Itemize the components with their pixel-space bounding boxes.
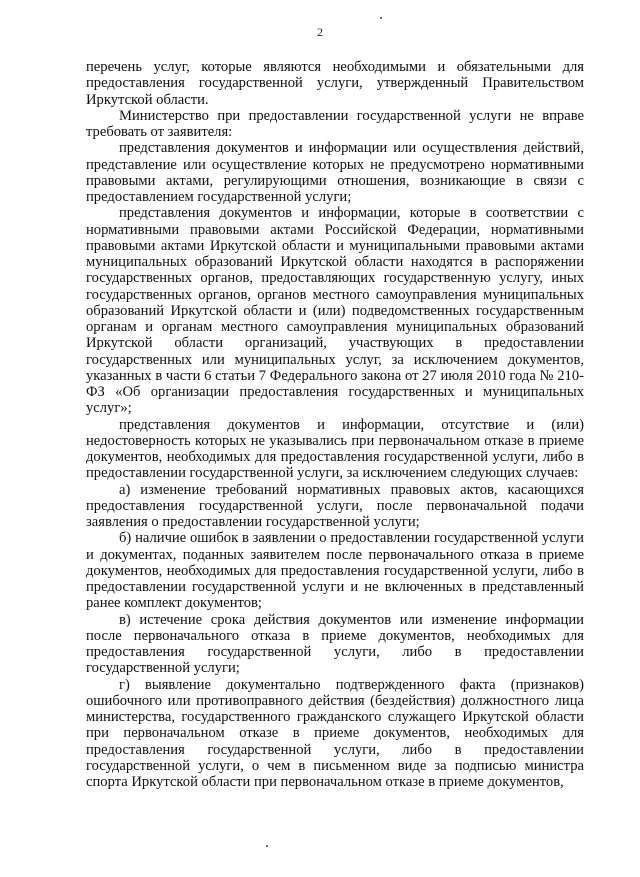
page-number: 2 bbox=[317, 25, 323, 39]
paragraph-documents-not-indicated: представления документов и информации, отсутствие и (или) недостоверность которых не указывались при первоначальном отказе в приеме документов, необходимых для предоставления государственной услуги, либо в предоставлении государственной услуги, за исключением следующих случаев: bbox=[86, 416, 584, 482]
list-item-a: а) изменение требований нормативных правовых актов, касающихся предоставления государственной услуги, после первоначальной подачи заявления о предоставлении государственной услуги; bbox=[86, 481, 584, 530]
scan-speck bbox=[380, 17, 382, 19]
list-item-g: г) выявление документально подтвержденного факта (признаков) ошибочного или противоправного действия (бездействия) должностного лица министерства, государственного гражданского служащего Иркутской области при первоначальном отказе в приеме документов, необходимых для предоставления государственной услуги, либо в предоставлении государственной услуги, о чем в письменном виде за подписью министра спорта Иркутской области при первоначальном отказе в приеме документов, bbox=[86, 676, 584, 790]
scan-speck bbox=[266, 845, 268, 847]
document-body bbox=[86, 59, 584, 790]
paragraph-documents-in-possession: представления документов и информации, которые в соответствии с нормативными правовыми актами Российской Федерации, нормативными правовыми актами Иркутской области и муниципальными правовыми актами муниципальных образований Иркутской области находятся в распоряжении государственных органов, предоставляющих государственную услугу, иных государственных органов, органов местного самоуправления муниципальных образований Иркутской области и (или) подведомственных государственным органам и органам местного самоуправления муниципальных образований Иркутской области организаций, участвующих в предоставлении государственных или муниципальных услуг, за исключением документов, указанных в части 6 статьи 7 Федерального закона от 27 июля 2010 года № 210-ФЗ «Об организации предоставления государственных и муниципальных услуг»; bbox=[86, 205, 584, 417]
list-item-b: б) наличие ошибок в заявлении о предоставлении государственной услуги и документах, поданных заявителем после первоначального отказа в приеме документов, необходимых для предоставления государственной услуги, либо в предоставлении государственной услуги и не включенных в представленный ранее комплект документов; bbox=[86, 530, 584, 612]
paragraph-continuation: перечень услуг, которые являются необходимыми и обязательными для предоставления государственной услуги, утвержденный Правительством Иркутской области. bbox=[86, 59, 584, 108]
list-item-v: в) истечение срока действия документов или изменение информации после первоначального отказа в приеме документов, необходимых для предоставления государственной услуги, либо в предоставлении государственной услуги; bbox=[86, 611, 584, 677]
paragraph-ministry-restrictions: Министерство при предоставлении государственной услуги не вправе требовать от заявителя: bbox=[86, 107, 584, 140]
paragraph-documents-actions: представления документов и информации или осуществления действий, представление или осуществление которых не предусмотрено нормативными правовыми актами, регулирующими отношения, возникающие в связи с предоставлением государственной услуги; bbox=[86, 140, 584, 205]
